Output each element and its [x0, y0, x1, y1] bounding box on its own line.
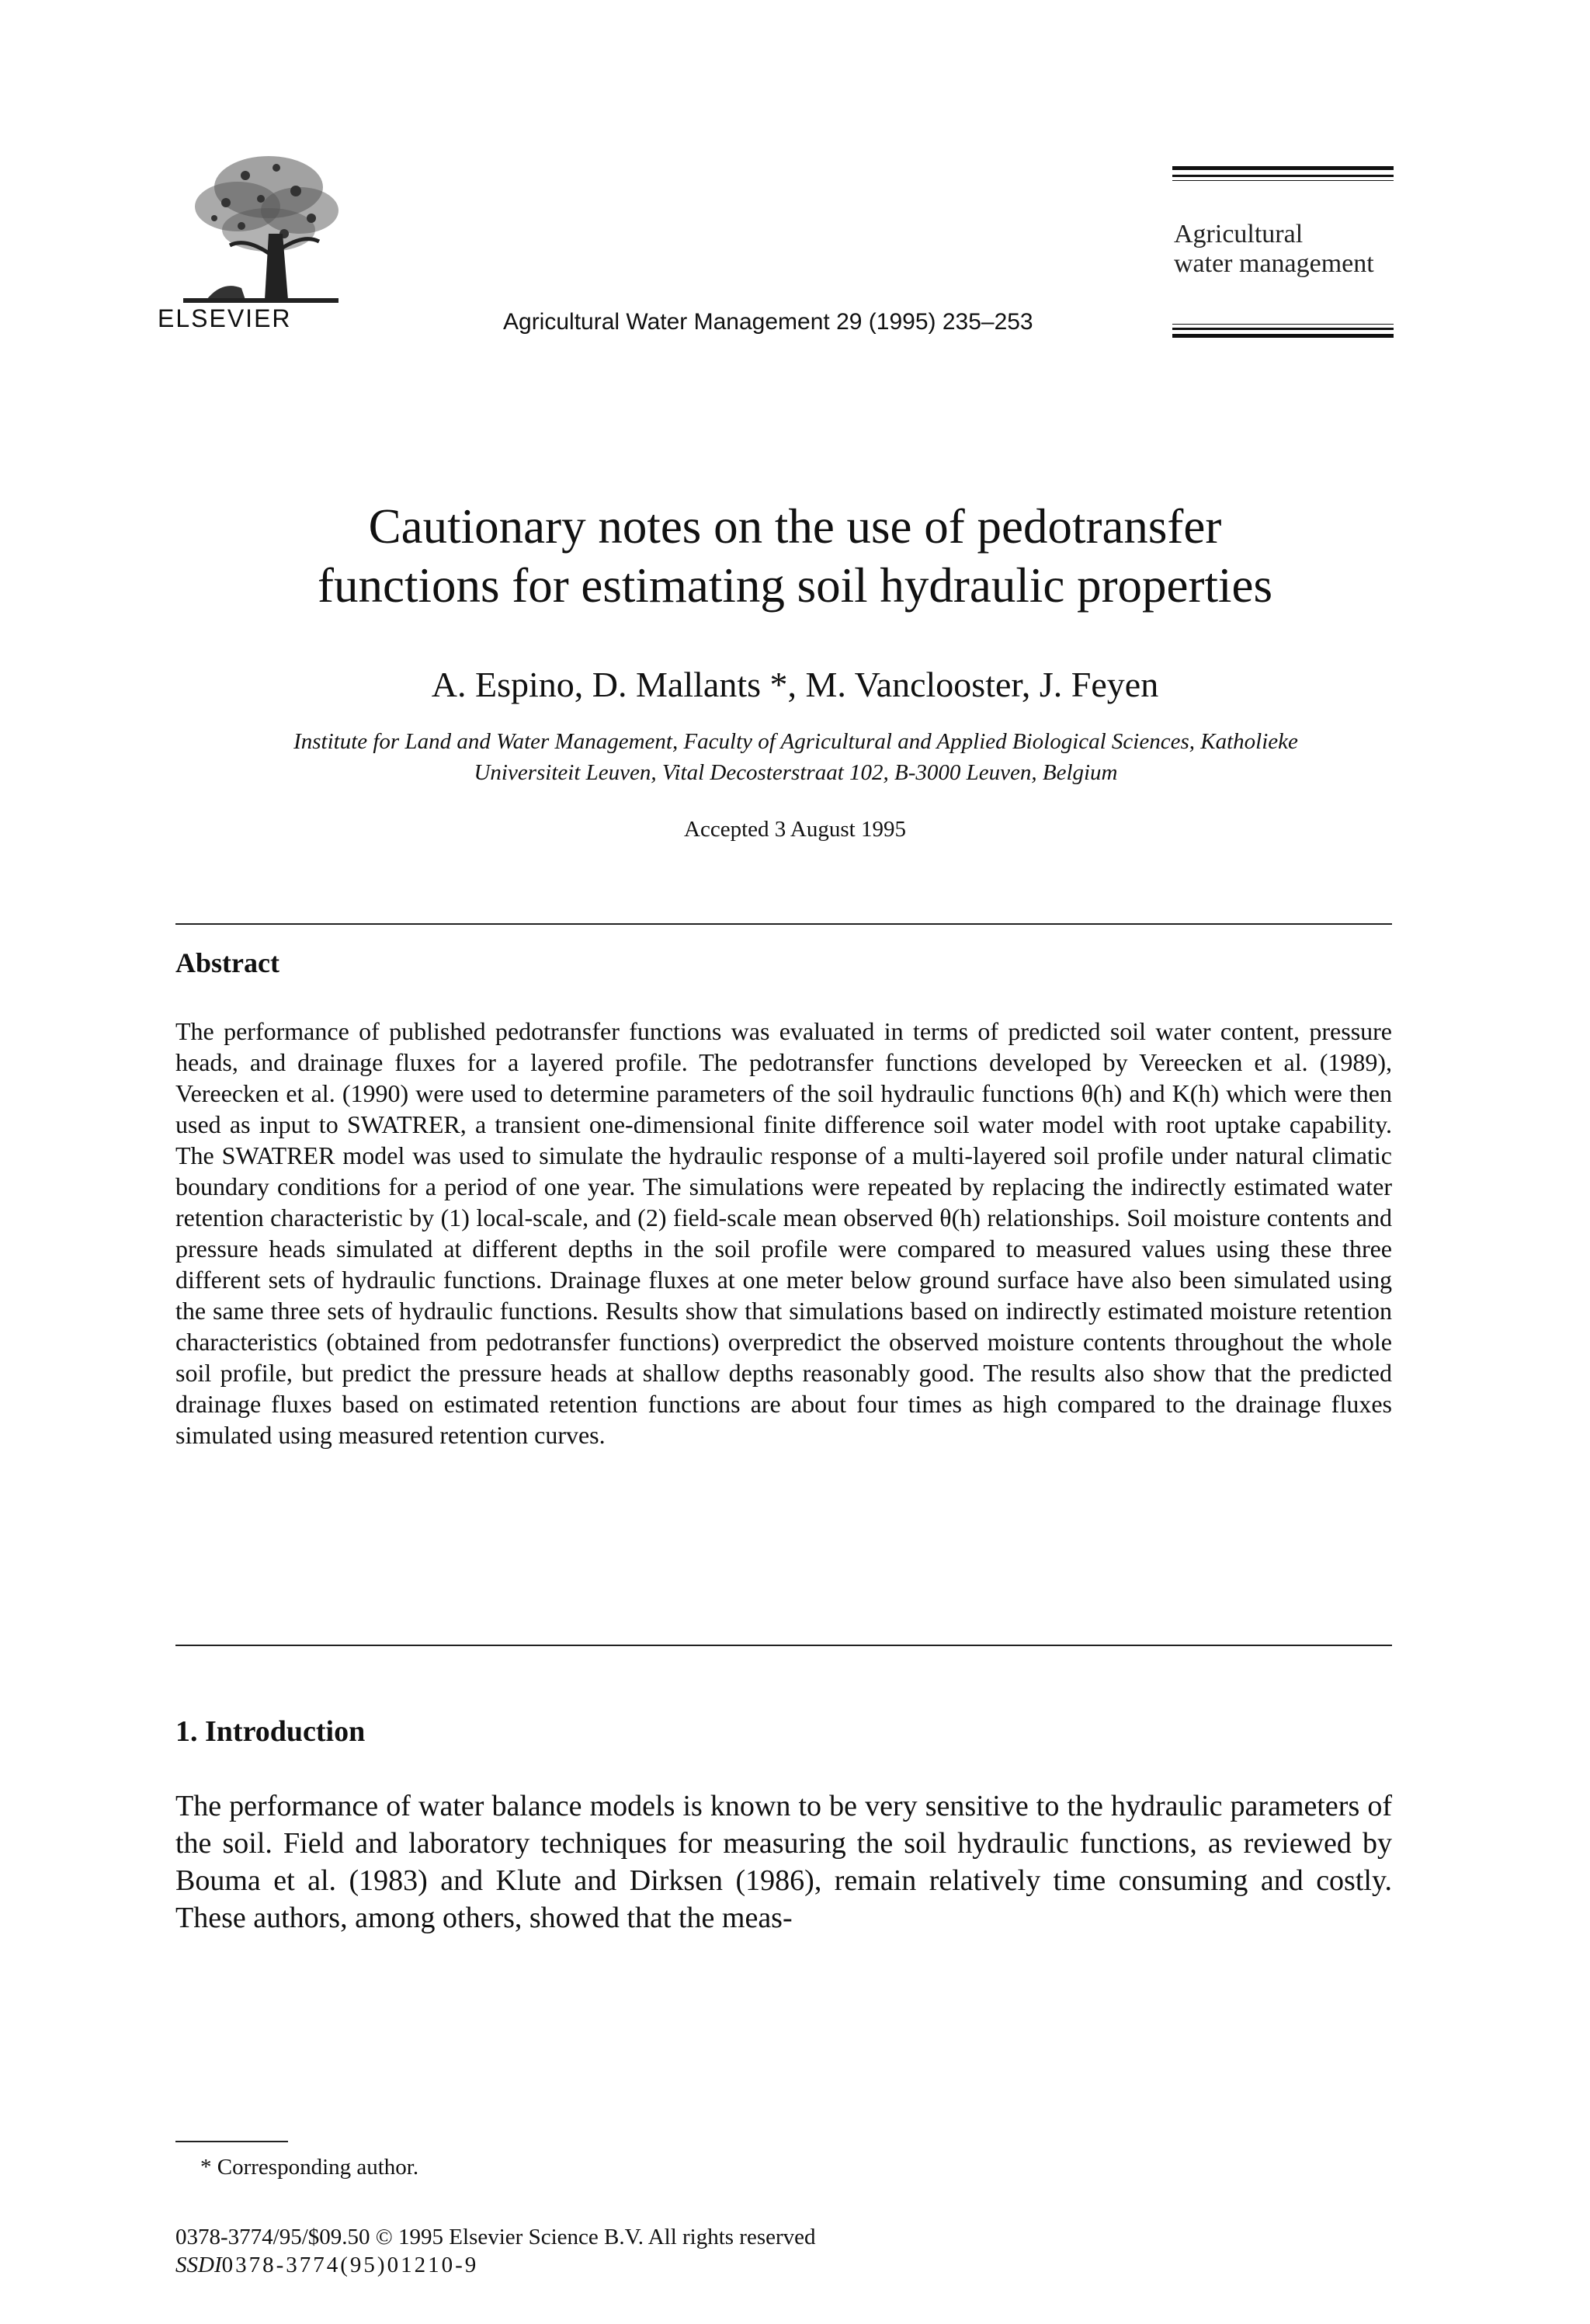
journal-masthead-rule-top — [1172, 166, 1394, 183]
abstract-bottom-rule — [175, 1645, 1392, 1646]
footnote-corresponding-author: * Corresponding author. — [200, 2155, 419, 2180]
accepted-date: Accepted 3 August 1995 — [684, 817, 906, 842]
title-line-2: functions for estimating soil hydraulic properties — [318, 558, 1272, 613]
author-list: A. Espino, D. Mallants *, M. Vanclooster, J. Feyen — [431, 665, 1159, 704]
abstract-heading: Abstract — [175, 947, 279, 978]
introduction-text: The performance of water balance models is known to be very sensitive to the hydraulic parameters of the soil. Field and laboratory techniques for measuring the soil hydraulic functions, as reviewed by Bouma et al. (1983) and Klute and Dirksen (1986), remain relatively time consuming and costly. These authors, among others, showed that the meas- — [175, 1790, 1392, 1934]
journal-name-line-1: Agricultural — [1174, 220, 1304, 248]
ssdi-line — [175, 2253, 478, 2278]
author-affiliation — [155, 726, 1436, 788]
abstract-text: The performance of published pedotransfer functions was evaluated in terms of predicted soil water content, pressure heads, and drainage fluxes for a layered profile. The pedotransfer functions developed by Vereecken et al. (1989), Vereecken et al. (1990) were used to determine parameters of the soil hydraulic functions θ(h) and K(h) which were then used as input to SWATRER, a transient one-dimensional finite difference soil water model with root uptake capability. The SWATRER model was used to simulate the hydraulic response of a multi-layered soil profile under natural climatic boundary conditions for a period of one year. The simulations were repeated by replacing the indirectly estimated water retention characteristic by (1) local-scale, and (2) field-scale mean observed θ(h) relationships. Soil moisture contents and pressure heads simulated at different depths in the soil profile were compared to measured values using these three different sets of hydraulic functions. Drainage fluxes at one meter below ground surface have also been simulated using the same three sets of hydraulic functions. Results show that simulations based on indirectly estimated moisture retention characteristics (obtained from pedotransfer functions) overpredict the observed moisture contents throughout the whole soil profile, but predict the pressure heads at shallow depths reasonably good. The results also show that the predicted drainage fluxes based on estimated retention functions are about four times as high compared to the drainage fluxes simulated using measured retention curves. — [175, 1017, 1392, 1449]
journal-name-line-2: water management — [1174, 249, 1374, 278]
publisher-name: ELSEVIER — [158, 304, 292, 332]
journal-masthead-rule-bottom — [1172, 324, 1394, 339]
journal-masthead — [1174, 220, 1374, 279]
ssdi-prefix: SSDI — [175, 2253, 222, 2277]
footnote-rule — [175, 2141, 288, 2142]
paper-title — [0, 497, 1590, 615]
ssdi-code: 0378-3774(95)01210-9 — [221, 2253, 479, 2277]
elsevier-tree-logo — [152, 144, 362, 307]
journal-citation: Agricultural Water Management 29 (1995) 235–253 — [503, 309, 1033, 335]
title-line-1: Cautionary notes on the use of pedotransfer — [368, 499, 1222, 554]
copyright-line: 0378-3774/95/$09.50 © 1995 Elsevier Science B.V. All rights reserved — [175, 2225, 816, 2249]
affiliation-line-2: Universiteit Leuven, Vital Decosterstraat 102, B-3000 Leuven, Belgium — [474, 760, 1118, 785]
section-heading-introduction: 1. Introduction — [175, 1715, 366, 1748]
affiliation-line-1: Institute for Land and Water Management, Faculty of Agricultural and Applied Biological Sciences, Katholieke — [293, 729, 1298, 754]
abstract-top-rule — [175, 923, 1392, 925]
